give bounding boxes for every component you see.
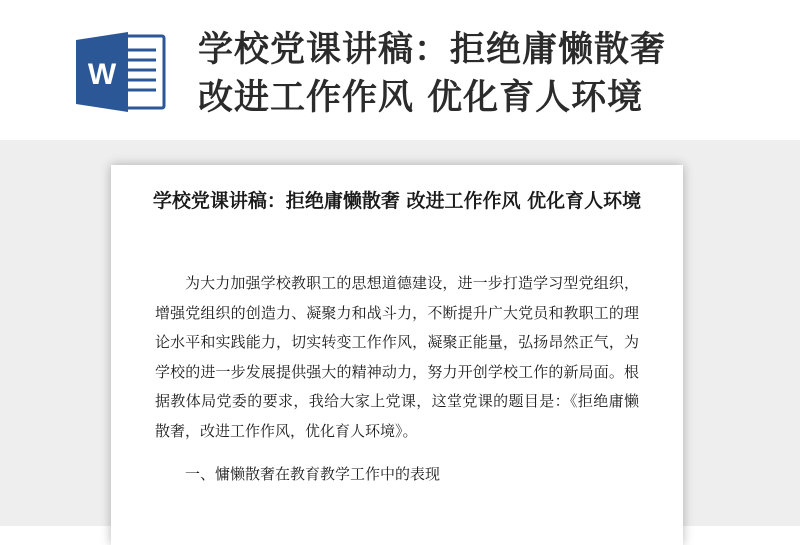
document-body xyxy=(155,269,639,490)
section-heading: 一、慵懒散奢在教育教学工作中的表现 xyxy=(185,465,441,483)
document-page xyxy=(111,165,683,545)
word-icon xyxy=(72,30,168,114)
header-banner xyxy=(0,0,800,140)
word-icon-letter: W xyxy=(87,58,117,91)
document-title: 学校党课讲稿：拒绝庸懒散奢 改进工作作风 优化育人环境 xyxy=(152,190,642,212)
paragraph: 为大力加强学校教职工的思想道德建设，进一步打造学习型党组织，增强党组织的创造力、凝聚力和战斗力，不断提升广大党员和教职工的理论水平和实践能力，切实转变工作作风，凝聚正能量，弘扬昂然正气，为学校的进一步发展提供强大的精神动力，努力开创学校工作的新局面。根据教体局党委的要求，我给大家上党课，这堂党课的题目是：《拒绝庸懒散奢，改进工作作风，优化育人环境》。 xyxy=(155,274,639,440)
page-title-line-2: 改进工作作风 优化育人环境 xyxy=(198,78,644,118)
page-title-line-1: 学校党课讲稿：拒绝庸懒散奢 xyxy=(198,30,667,70)
page-title xyxy=(198,26,778,122)
